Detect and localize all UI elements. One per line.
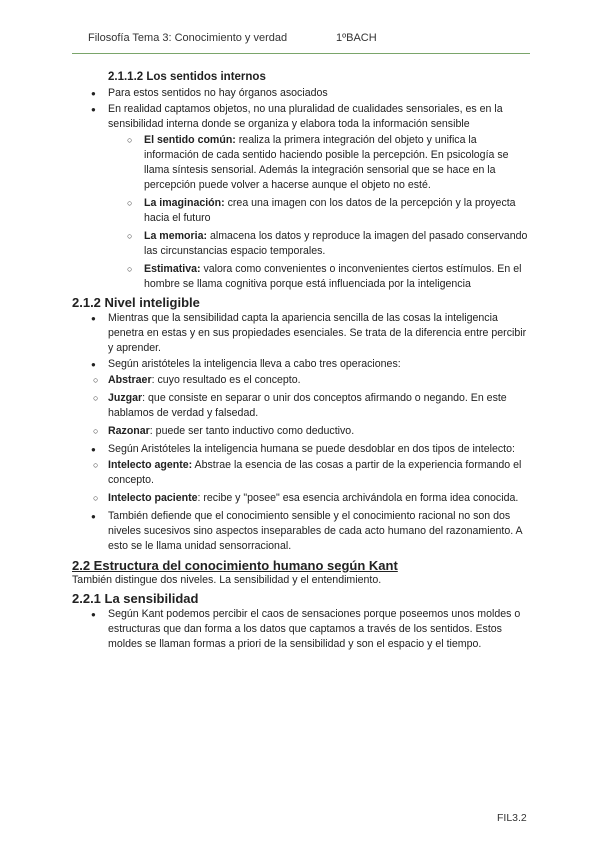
- list-item: ● Según aristóteles la inteligencia lleva a cabo tres operaciones:: [72, 357, 532, 372]
- definition: : puede ser tanto inductivo como deductivo.: [149, 425, 355, 437]
- list-item: [72, 133, 532, 193]
- term: El sentido común:: [144, 134, 236, 146]
- heading-2112: 2.1.1.2 Los sentidos internos: [108, 71, 266, 83]
- term: La imaginación:: [144, 197, 225, 209]
- list-212: [72, 311, 532, 372]
- list-item: [72, 262, 532, 292]
- term: Intelecto paciente: [108, 492, 198, 504]
- heading-221: 2.2.1 La sensibilidad: [72, 591, 199, 606]
- list-item: [72, 102, 532, 132]
- list-item: [72, 458, 532, 488]
- list-item: ● También defiende que el conocimiento sensible y el conocimiento racional no son dos niveles sucesivos sino aspectos inseparables de cada acto humano del razonamiento. A esto se le llama unidad sensorracional.: [72, 509, 532, 554]
- term: Abstraer: [108, 374, 152, 386]
- definition: : recibe y "posee" esa esencia archivándola en forma idea conocida.: [197, 492, 519, 504]
- list-221: [72, 607, 532, 652]
- list-item: [72, 391, 532, 421]
- term: Razonar: [108, 425, 150, 437]
- term: Intelecto agente:: [108, 459, 193, 471]
- header-course: 1ºBACH: [336, 32, 377, 44]
- definition: almacena los datos y reproduce la imagen del pasado conservando las circunstancias espacio temporales.: [144, 230, 528, 257]
- sublist-intellects: [72, 458, 532, 506]
- list-item: ● Para estos sentidos no hay órganos asociados: [72, 86, 532, 101]
- sublist-operations: [72, 373, 532, 439]
- list-2112: [72, 86, 532, 132]
- term: Juzgar: [108, 392, 143, 404]
- list-item: ● Según Kant podemos percibir el caos de sensaciones porque poseemos unos moldes o estructuras que dan forma a los datos que captamos a través de los sentidos. Estos moldes se llaman formas a priori de la sensibilidad y son el espacio y el tiempo.: [72, 607, 532, 652]
- definition: realiza la primera integración del objeto y unifica la información de cada sentido haciendo posible la percepción. En psicología se llama síntesis sensorial. Además la integración sensorial que se hace en la percepción puede volver a hacerse aunque el objeto no esté.: [144, 134, 509, 191]
- header-title: Filosofía Tema 3: Conocimiento y verdad: [88, 32, 288, 44]
- list-212-c: [72, 509, 532, 554]
- list-item: [72, 491, 532, 506]
- paragraph-22: También distingue dos niveles. La sensibilidad y el entendimiento.: [72, 574, 382, 586]
- list-item: ● Mientras que la sensibilidad capta la apariencia sencilla de las cosas la inteligencia penetra en estas y en sus propiedades esenciales. Se trata de la diferencia entre percibir y aprender.: [72, 311, 532, 356]
- list-item: ● Según Aristóteles la inteligencia humana se puede desdoblar en dos tipos de intelecto:: [72, 442, 532, 457]
- page-header: [88, 32, 377, 44]
- term: La memoria:: [144, 230, 207, 242]
- heading-22: 2.2 Estructura del conocimiento humano según Kant: [72, 558, 398, 573]
- heading-212: 2.1.2 Nivel inteligible: [72, 295, 200, 310]
- page-content: [72, 70, 532, 653]
- definition: : que consiste en separar o unir dos conceptos afirmando o negando. En este hablamos de verdad y falsedad.: [108, 392, 507, 419]
- list-item: [72, 229, 532, 259]
- list-item-text: En realidad captamos objetos, no una pluralidad de cualidades sensoriales, es en la sensibilidad interna donde se organiza y elabora toda la información sensible: [108, 103, 503, 130]
- definition: valora como convenientes o inconvenientes ciertos estímulos. En el hombre se llama cognitiva porque está influenciada por la inteligencia: [144, 263, 522, 290]
- definition: : cuyo resultado es el concepto.: [151, 374, 301, 386]
- list-212-b: [72, 442, 532, 457]
- list-item: [72, 196, 532, 226]
- term: Estimativa:: [144, 263, 201, 275]
- sublist-internal-senses: [72, 133, 532, 292]
- page-number: FIL3.2: [497, 812, 527, 824]
- header-rule: [72, 53, 530, 54]
- list-item: [72, 424, 532, 439]
- definition: crea una imagen con los datos de la percepción y la proyecta hacia el futuro: [144, 197, 516, 224]
- definition: Abstrae la esencia de las cosas a partir de la experiencia formando el concepto.: [108, 459, 522, 486]
- list-item: [72, 373, 532, 388]
